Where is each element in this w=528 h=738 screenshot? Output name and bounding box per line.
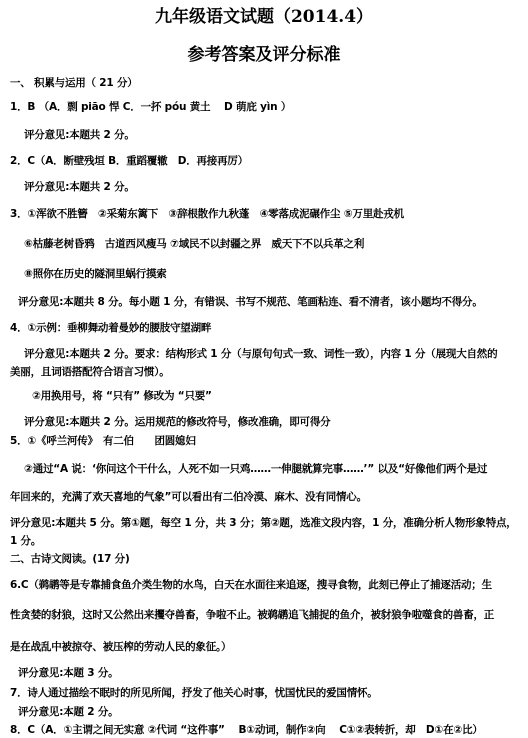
scoring-note: 评分意见:本题 2 分。: [18, 706, 119, 718]
scoring-note: 评分意见:本题 3 分。: [18, 667, 119, 679]
answer-line: 性贪婪的豺狼，这时又公然出来攫夺兽畜，争啦不止。被鹈鹕追飞捕捉的鱼介，被豺狼争啦噬食的兽畜，正: [10, 609, 495, 621]
scoring-note: 评分意见:本题共 2 分。: [24, 129, 135, 141]
scoring-note: 评分意见:本题共 5 分。第①题，每空 1 分，共 3 分；第②题，选准文段内容，1 分，准确分析人物形象特点，: [10, 517, 517, 529]
answer-line: 4．①示例：垂柳舞动着曼妙的腰肢守望湖畔: [10, 322, 212, 334]
page-title: 九年级语文试题（2014.4）: [154, 7, 374, 27]
scoring-note: 评分意见:本题共 8 分。每小题 1 分，有错误、书写不规范、笔画粘连、看不清者，该小题均不得分。: [18, 296, 483, 308]
scoring-note: 评分意见:本题共 2 分。运用规范的修改符号，修改准确，即可得分: [24, 416, 331, 428]
answer-line: 7．诗人通过描绘不眠时的所见所闻，抒发了他关心时事，忧国忧民的爱国情怀。: [10, 687, 378, 699]
answer-line: 8．C（A．①主谓之间无实意 ②代词 “这件事” B①动词，制作②向 C①②表转折，却 D①在②比）: [10, 724, 483, 736]
answer-line: ⑥枯藤老树昏鸦 古道西风瘦马 ⑦域民不以封疆之界 威天下不以兵革之利: [24, 238, 365, 250]
answer-line: 1．B （A．剽 piāo 悍 C．一抔 póu 黄土 D 萌庇 yìn ）: [10, 101, 292, 113]
answer-line: ②用换用号，将 “只有” 修改为 “只要”: [32, 390, 212, 402]
answer-line: 2．C（A．断壁残垣 B．重蹈覆辙 D．再接再厉）: [10, 155, 249, 167]
page-subtitle: 参考答案及评分标准: [187, 45, 341, 65]
scoring-note: 美丽，且词语搭配符合语言习惯）。: [10, 366, 170, 378]
answer-line: ②通过“A 说：‘你问这个干什么，人死不如一只鸡……一伸腿就算完事……’” 以及“好像他们两个是过: [24, 463, 488, 475]
answer-line: ⑧照你在历史的隧洞里蜗行摸索: [24, 268, 167, 280]
answer-line: 是在战乱中被掠夺、被压榨的劳动人民的象征。）: [10, 641, 232, 653]
scoring-note: 评分意见:本题共 2 分。: [24, 181, 135, 193]
answer-line: 6.C（鹈鹕等是专靠捕食鱼介类生物的水鸟，白天在水面往来追逐，搜寻食物，此刻已停止了捕逐活动；生: [10, 579, 492, 591]
scoring-note: 评分意见:本题共 2 分。要求：结构形式 1 分（与原句句式一致、词性一致），内容 1 分（展现大自然的: [24, 348, 498, 360]
section-heading: 一、 积累与运用（ 21 分）: [10, 77, 138, 89]
answer-line: 年回来的，充满了欢天喜地的气象”可以看出有二伯冷漠、麻木、没有同情心。: [10, 491, 367, 503]
section-heading: 二、古诗文阅读。(17 分): [10, 553, 130, 565]
answer-line: 3．①浑欲不胜簪 ②采菊东篱下 ③辞根散作九秋蓬 ④零落成泥碾作尘 ⑤万里赴戎机: [10, 208, 404, 220]
scoring-note: 1 分。: [10, 535, 42, 547]
answer-line: 5．①《呼兰河传》 有二伯 团圆媳妇: [10, 435, 196, 447]
